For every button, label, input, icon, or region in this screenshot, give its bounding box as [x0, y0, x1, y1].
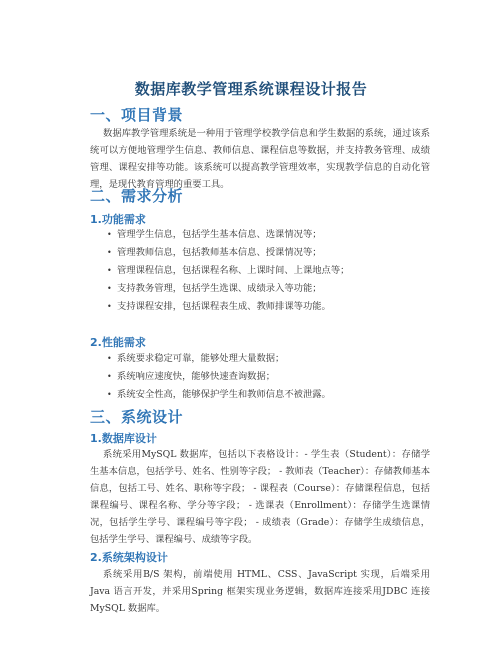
architecture-design-paragraph: 系统采用B/S 架构，前端使用 HTML、CSS、JavaScript 实现，后端采用Java 语言开发，并采用Spring 框架实现业务逻辑，数据库连接采用JDBC 连接MySQL 数据库。 — [90, 569, 430, 614]
list-item: • 系统响应速度快，能够快速查询数据； — [90, 368, 430, 386]
document-title: 数据库教学管理系统课程设计报告 — [134, 80, 368, 98]
list-item: • 支持教务管理，包括学生选课、成绩录入等功能； — [90, 280, 430, 298]
section-heading-system-design: 三、系统设计 — [90, 408, 184, 426]
performance-requirements-list — [90, 350, 430, 404]
bullet-icon: • — [107, 354, 112, 363]
list-item: • 支持课程安排，包括课程表生成、教师排课等功能。 — [90, 298, 430, 316]
functional-requirements-list — [90, 226, 430, 316]
bullet-icon: • — [107, 390, 112, 399]
list-item: • 管理课程信息，包括课程名称、上课时间、上课地点等； — [90, 262, 430, 280]
subheading-architecture-design: 2.系统架构设计 — [90, 551, 168, 564]
background-paragraph: 数据库教学管理系统是一种用于管理学校教学信息和学生数据的系统，通过该系统可以方便地管理学生信息、教师信息、课程信息等数据，并支持教务管理、成绩管理、课程安排等功能。该系统可以提高教学管理效率，实现教学信息的自动化管理，是现代教育管理的重要工具。 — [90, 128, 430, 190]
subheading-performance-requirements: 2.性能需求 — [90, 336, 146, 349]
subheading-database-design: 1.数据库设计 — [90, 432, 157, 445]
section-heading-requirements: 二、需求分析 — [90, 187, 184, 205]
bullet-icon: • — [107, 230, 112, 239]
bullet-icon: • — [107, 372, 112, 381]
list-item: • 管理学生信息，包括学生基本信息、选课情况等； — [90, 226, 430, 244]
bullet-icon: • — [107, 302, 112, 311]
bullet-icon: • — [107, 284, 112, 293]
bullet-icon: • — [107, 248, 112, 257]
list-item: • 管理教师信息，包括教师基本信息、授课情况等； — [90, 244, 430, 262]
list-item: • 系统安全性高，能够保护学生和教师信息不被泄露。 — [90, 386, 430, 404]
section-heading-background: 一、项目背景 — [90, 106, 184, 124]
list-item: • 系统要求稳定可靠，能够处理大量数据； — [90, 350, 430, 368]
database-design-paragraph: 系统采用MySQL 数据库，包括以下表格设计：- 学生表（Student）：存储学生基本信息，包括学号、姓名、性别等字段； - 教师表（Teacher）：存储教师基本信息，包括工号、姓名、职称等字段； - 课程表（Course）：存储课程信息，包括课程编号、课程名称、学分等字段； - 选课表（Enrollment）：存储学生选课情况，包括学生学号、课程编号等字段； - 成绩表（Grade）：存储学生成绩信息，包括学生学号、课程编号、成绩等字段。 — [90, 449, 430, 545]
subheading-functional-requirements: 1.功能需求 — [90, 213, 146, 226]
bullet-icon: • — [107, 266, 112, 275]
